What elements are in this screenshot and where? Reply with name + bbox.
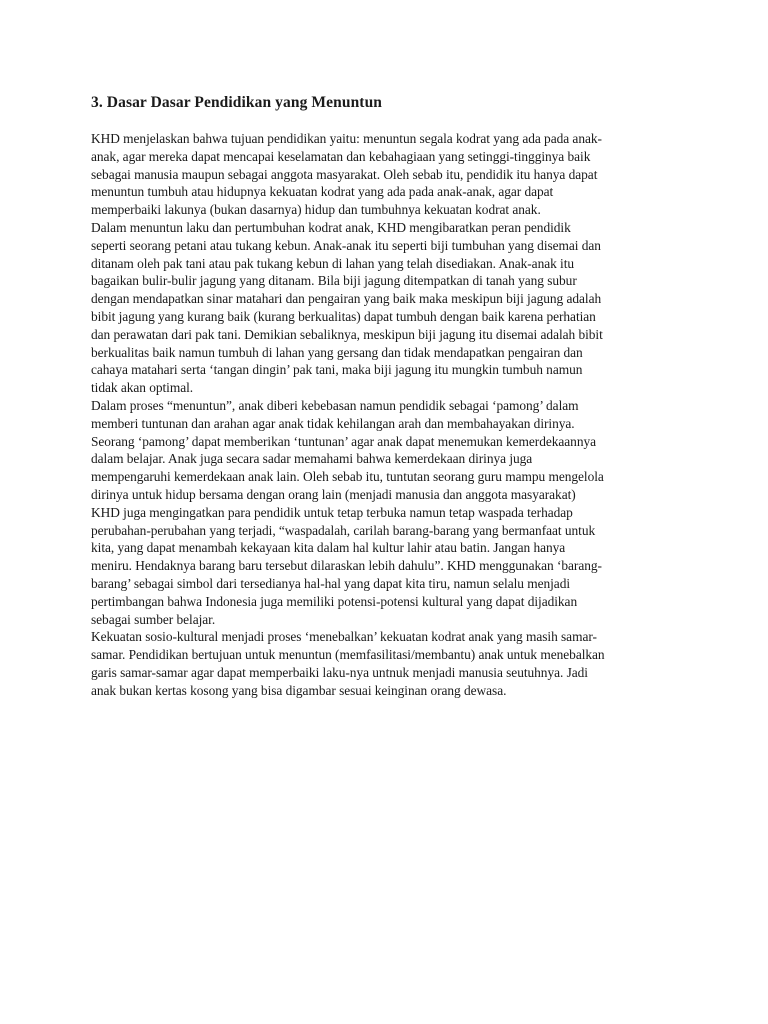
text-line: pertimbangan bahwa Indonesia juga memiliki potensi-potensi kultural yang dapat dijadikan	[91, 593, 578, 609]
text-line: ditanam oleh pak tani atau pak tukang kebun di lahan yang telah disediakan. Anak-anak itu	[91, 255, 575, 271]
text-line: seperti seorang petani atau tukang kebun. Anak-anak itu seperti biji tumbuhan yang disemai dan	[91, 237, 601, 253]
text-line: sebagai sumber belajar.	[91, 611, 216, 627]
text-line: tidak akan optimal.	[91, 380, 194, 396]
document-page	[91, 93, 681, 700]
text-line: dalam belajar. Anak juga secara sadar memahami bahwa kemerdekaan dirinya juga	[91, 451, 533, 467]
document-body	[91, 130, 681, 700]
text-line: dirinya untuk hidup bersama dengan orang lain (menjadi manusia dan anggota masyarakat)	[91, 486, 576, 502]
paragraph	[91, 628, 681, 699]
text-line: dan perawatan dari pak tani. Demikian sebaliknya, meskipun biji jagung itu disemai adalah bibit	[91, 326, 603, 342]
text-line: sebagai manusia maupun sebagai anggota masyarakat. Oleh sebab itu, pendidik itu hanya dapat	[91, 166, 598, 182]
text-line: Kekuatan sosio-kultural menjadi proses ‘menebalkan’ kekuatan kodrat anak yang masih samar-	[91, 629, 597, 645]
text-line: menuntun tumbuh atau hidupnya kekuatan kodrat yang ada pada anak-anak, agar dapat	[91, 184, 554, 200]
text-line: berkualitas baik namun tumbuh di lahan yang gersang dan tidak mendapatkan pengairan dan	[91, 344, 583, 360]
text-line: barang’ sebagai simbol dari tersedianya hal-hal yang dapat kita tiru, namun selalu menjadi	[91, 575, 571, 591]
text-line: perubahan-perubahan yang terjadi, “waspadalah, carilah barang-barang yang bermanfaat untuk	[91, 522, 596, 538]
paragraph	[91, 130, 681, 219]
text-line: Seorang ‘pamong’ dapat memberikan ‘tuntunan’ agar anak dapat menemukan kemerdekaannya	[91, 433, 596, 449]
text-line: KHD juga mengingatkan para pendidik untuk tetap terbuka namun tetap waspada terhadap	[91, 504, 573, 520]
text-line: kita, yang dapat menambah kekayaan kita dalam hal kultur lahir atau batin. Jangan hanya	[91, 540, 566, 556]
text-line: bagaikan bulir-bulir jagung yang ditanam. Bila biji jagung ditempatkan di tanah yang subur	[91, 273, 577, 289]
text-line: samar. Pendidikan bertujuan untuk menuntun (memfasilitasi/membantu) anak untuk menebalkan	[91, 647, 605, 663]
section-heading: 3. Dasar Dasar Pendidikan yang Menuntun	[91, 94, 383, 111]
text-line: bibit jagung yang kurang baik (kurang berkualitas) dapat tumbuh dengan baik karena perhatian	[91, 308, 596, 324]
paragraph	[91, 504, 681, 629]
text-line: anak, agar mereka dapat mencapai keselamatan dan kebahagiaan yang setinggi-tingginya baik	[91, 148, 591, 164]
text-line: memperbaiki lakunya (bukan dasarnya) hidup dan tumbuhnya kekuatan kodrat anak.	[91, 202, 541, 218]
text-line: meniru. Hendaknya barang baru tersebut dilaraskan lebih dahulu”. KHD menggunakan ‘barang-	[91, 558, 602, 574]
text-line: cahaya matahari serta ‘tangan dingin’ pak tani, maka biji jagung itu mungkin tumbuh namun	[91, 362, 583, 378]
paragraph	[91, 219, 681, 397]
text-line: KHD menjelaskan bahwa tujuan pendidikan yaitu: menuntun segala kodrat yang ada pada anak-	[91, 131, 602, 146]
text-line: Dalam proses “menuntun”, anak diberi kebebasan namun pendidik sebagai ‘pamong’ dalam	[91, 397, 579, 413]
text-line: anak bukan kertas kosong yang bisa digambar sesuai keinginan orang dewasa.	[91, 682, 507, 698]
text-line: memberi tuntunan dan arahan agar anak tidak kehilangan arah dan membahayakan dirinya.	[91, 415, 575, 431]
text-line: dengan mendapatkan sinar matahari dan pengairan yang baik maka meskipun biji jagung adalah	[91, 291, 602, 307]
text-line: mempengaruhi kemerdekaan anak lain. Oleh sebab itu, tuntutan seorang guru mampu mengelola	[91, 469, 604, 485]
text-line: Dalam menuntun laku dan pertumbuhan kodrat anak, KHD mengibaratkan peran pendidik	[91, 219, 571, 235]
paragraph	[91, 397, 681, 504]
text-line: garis samar-samar agar dapat memperbaiki laku-nya untnuk menjadi manusia seutuhnya. Jadi	[91, 664, 588, 680]
